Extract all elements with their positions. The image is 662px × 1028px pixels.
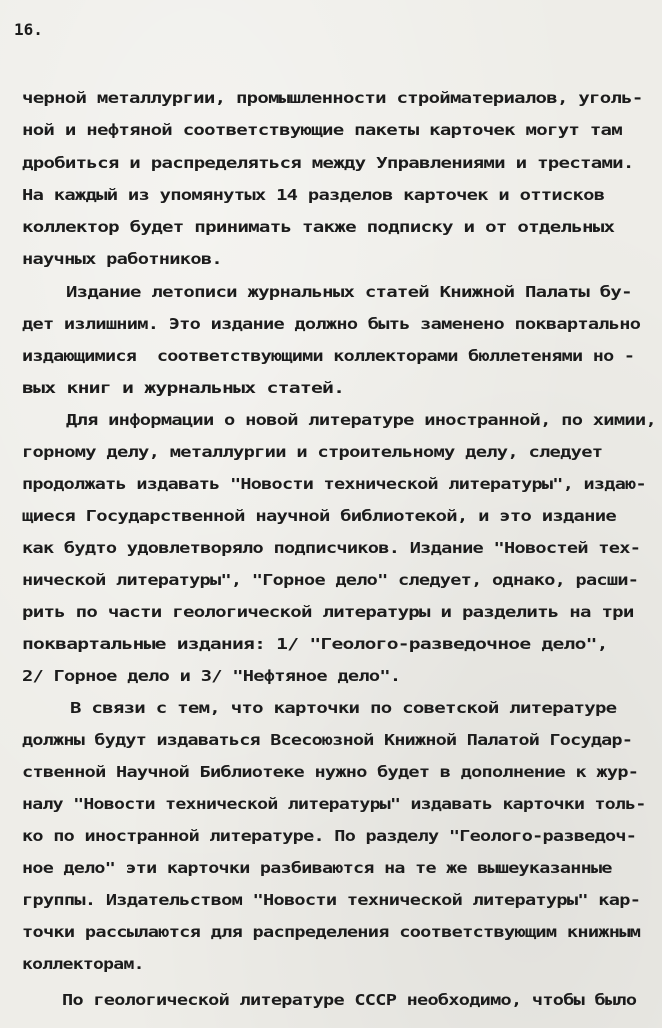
text-line: Издание летописи журнальных статей Книжной Палаты бу- [66, 283, 632, 301]
text-line: ной и нефтяной соответствующие пакеты карточек могут там [22, 121, 622, 139]
text-line: дробиться и распределяться между Управлениями и трестами. [22, 154, 634, 172]
text-line: налу "Новости технической литературы" издавать карточки толь- [22, 795, 646, 813]
text-line: Для информации о новой литературе иностранной, по химии, [66, 411, 656, 429]
text-line: дет излишним. Это издание должно быть заменено поквартально [22, 315, 641, 333]
text-line: ное дело" эти карточки разбиваются на те же вышеуказанные [22, 859, 612, 877]
text-line: На каждый из упомянутых 14 разделов карточек и оттисков [22, 186, 605, 204]
text-line: поквартальные издания: 1/ "Геолого-разведочное дело", [22, 635, 608, 653]
page-number: 16. [14, 20, 43, 39]
text-line: В связи с тем, что карточки по советской литературе [70, 699, 617, 717]
text-line: нической литературы", "Горное дело" следует, однако, расши- [22, 571, 639, 589]
text-line: должны будут издаваться Всесоюзной Книжной Палатой Государ- [22, 731, 633, 749]
text-line: точки рассылаются для распределения соответствующим книжным [22, 923, 641, 941]
text-line: ственной Научной Библиотеке нужно будет в дополнение к жур- [22, 763, 639, 781]
text-line: щиеся Государственной научной библиотекой, и это издание [22, 507, 616, 525]
text-line: 2/ Горное дело и 3/ "Нефтяное дело". [22, 667, 401, 685]
text-line: вых книг и журнальных статей. [22, 379, 345, 397]
text-line: горному делу, металлургии и строительному делу, следует [22, 443, 603, 461]
text-line: рить по части геологической литературы и разделить на три [22, 603, 634, 621]
text-line: коллектор будет принимать также подписку и от отдельных [22, 218, 615, 236]
text-line: издающимися соответствующими коллекторами бюллетенями но - [22, 347, 635, 365]
text-line: ко по иностранной литературе. По разделу "Геолого-разведоч- [22, 827, 637, 845]
text-line: как будто удовлетворяло подписчиков. Издание "Новостей тех- [22, 539, 641, 557]
text-line: научных работников. [22, 250, 222, 268]
text-line: коллекторам. [22, 955, 144, 973]
text-line: черной металлургии, промышленности стройматериалов, уголь- [22, 89, 643, 107]
text-line: продолжать издавать "Новости технической литературы", издаю- [22, 475, 646, 493]
text-line: По геологической литературе СССР необходимо, чтобы было [62, 991, 637, 1009]
text-line: группы. Издательством "Новости технической литературы" кар- [22, 891, 641, 909]
